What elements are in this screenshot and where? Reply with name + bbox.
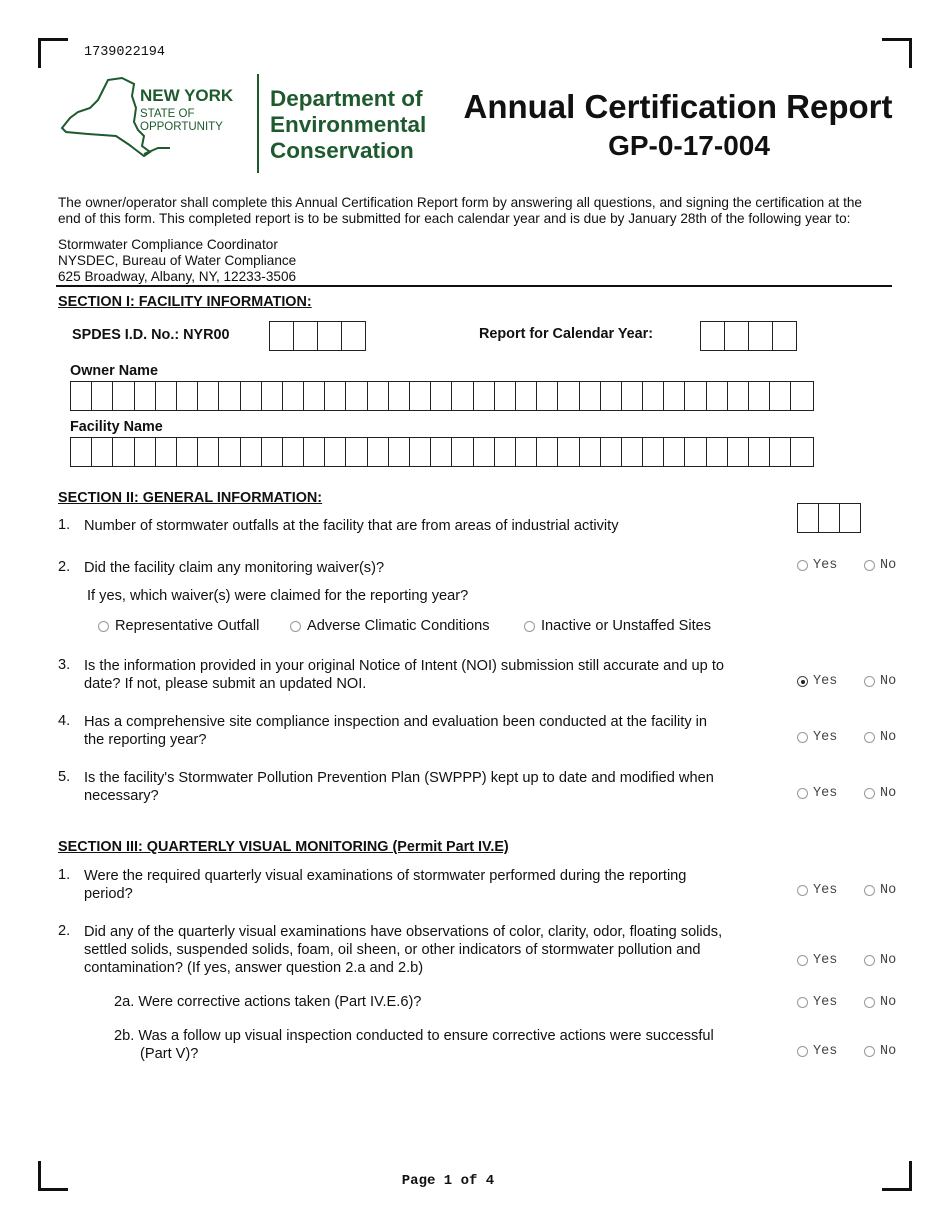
intro-line1: The owner/operator shall complete this Annual Certification Report form by answering all questions, and signing the certification at the [58, 195, 862, 210]
char-box[interactable] [728, 382, 749, 410]
ny-logo-line3: OPPORTUNITY [140, 121, 223, 133]
s3-q2-no-option[interactable]: No [864, 953, 896, 968]
char-box[interactable] [664, 382, 685, 410]
intro-text [58, 195, 898, 227]
no-radio-icon [864, 676, 875, 687]
char-box[interactable] [304, 438, 325, 466]
s3-q2a-no-option[interactable]: No [864, 995, 896, 1010]
s2-q5-no-option[interactable]: No [864, 786, 896, 801]
char-box[interactable] [389, 382, 410, 410]
s3-q2-text: Did any of the quarterly visual examinations have observations of color, clarity, odor, floating solids, settled solids, suspended solids, foam, oil sheen, or other indicators of stormwater pollution and contamination? (If yes, answer question 2.a and 2.b) [84, 924, 723, 976]
dec-line1: Department of [270, 86, 423, 111]
no-radio-icon [864, 788, 875, 799]
s2-q2-subquestion: If yes, which waiver(s) were claimed for the reporting year? [87, 588, 469, 604]
char-box[interactable] [241, 438, 262, 466]
corner-mark-top-right [882, 38, 912, 68]
char-box[interactable] [728, 438, 749, 466]
char-box[interactable] [685, 382, 706, 410]
s3-q2a-text: 2a. Were corrective actions taken (Part IV.E.6)? [114, 994, 422, 1010]
char-box[interactable] [283, 438, 304, 466]
no-radio-icon [864, 997, 875, 1008]
char-box[interactable] [516, 438, 537, 466]
char-box[interactable] [643, 382, 664, 410]
char-box[interactable] [410, 382, 431, 410]
yes-radio-icon [797, 997, 808, 1008]
char-box[interactable] [474, 438, 495, 466]
char-box[interactable] [431, 438, 452, 466]
char-box[interactable] [219, 438, 240, 466]
report-subtitle: GP-0-17-004 [608, 130, 770, 161]
char-box[interactable] [622, 382, 643, 410]
char-box[interactable] [685, 438, 706, 466]
s2-q1-number: 1. [58, 517, 71, 533]
char-box[interactable] [791, 438, 812, 466]
s3-q2-number: 2. [58, 923, 71, 939]
yes-radio-icon [797, 788, 808, 799]
section1-title: SECTION I: FACILITY INFORMATION: [58, 294, 312, 310]
ny-logo-line2: STATE OF [140, 108, 195, 120]
outfall-count-field[interactable] [797, 503, 861, 533]
char-box[interactable] [198, 438, 219, 466]
intro-line2: end of this form. This completed report is to be submitted for each calendar year and is due by January 28th of the following year to: [58, 211, 851, 226]
s3-q2b-yes-option[interactable]: Yes [797, 1044, 837, 1059]
facility-name-label: Facility Name [70, 419, 163, 435]
char-box[interactable] [71, 382, 92, 410]
no-radio-icon [864, 955, 875, 966]
char-box[interactable] [71, 438, 92, 466]
char-box[interactable] [92, 382, 113, 410]
dec-line2: Environmental [270, 112, 427, 137]
yes-radio-icon [797, 885, 808, 896]
char-box[interactable] [664, 438, 685, 466]
no-radio-icon [864, 1046, 875, 1057]
char-box[interactable] [325, 382, 346, 410]
char-box[interactable] [643, 438, 664, 466]
section2-title: SECTION II: GENERAL INFORMATION: [58, 490, 323, 506]
spdes-label: SPDES I.D. No.: NYR00 [72, 327, 230, 343]
s3-q1-number: 1. [58, 867, 71, 883]
dec-logo-text [270, 86, 426, 164]
header-rule [56, 285, 892, 287]
s3-q1-text: Were the required quarterly visual examinations of stormwater performed during the reporting period? [84, 868, 687, 902]
char-box[interactable] [198, 382, 219, 410]
owner-name-label: Owner Name [70, 363, 158, 379]
address-line2: NYSDEC, Bureau of Water Compliance [58, 253, 297, 268]
s2-q4-yes-option[interactable]: Yes [797, 730, 837, 745]
char-box[interactable] [474, 382, 495, 410]
yes-radio-icon [797, 955, 808, 966]
char-box[interactable] [516, 382, 537, 410]
char-box[interactable] [325, 438, 346, 466]
char-box[interactable] [537, 382, 558, 410]
char-box[interactable] [707, 438, 728, 466]
radio-icon [98, 621, 109, 632]
no-radio-icon [864, 732, 875, 743]
radio-icon [524, 621, 535, 632]
s2-q4-text: Has a comprehensive site compliance inspection and evaluation been conducted at the facility in the reporting year? [84, 714, 708, 748]
s2-q2-yes-option[interactable]: Yes [797, 558, 837, 573]
logo-divider [257, 74, 259, 173]
char-box[interactable] [262, 438, 283, 466]
char-box[interactable] [558, 438, 579, 466]
char-box[interactable] [558, 382, 579, 410]
ny-logo-line1: NEW YORK [140, 86, 234, 105]
char-box[interactable] [135, 382, 156, 410]
mailing-address [58, 237, 296, 285]
s2-q5-text: Is the facility's Stormwater Pollution Prevention Plan (SWPPP) kept up to date and modified when necessary? [84, 770, 714, 804]
s2-q1-text: Number of stormwater outfalls at the facility that are from areas of industrial activity [84, 518, 619, 534]
char-box[interactable] [580, 438, 601, 466]
char-box[interactable] [92, 438, 113, 466]
radio-icon [290, 621, 301, 632]
char-box[interactable] [241, 382, 262, 410]
s2-q2-no-option[interactable]: No [864, 558, 896, 573]
s3-q1-yes-option[interactable]: Yes [797, 883, 837, 898]
s2-q4-no-option[interactable]: No [864, 730, 896, 745]
s2-q5-yes-option[interactable]: Yes [797, 786, 837, 801]
char-box[interactable] [622, 438, 643, 466]
s3-q2b-no-option[interactable]: No [864, 1044, 896, 1059]
calendar-year-field[interactable] [700, 321, 797, 351]
char-box[interactable] [113, 438, 134, 466]
spdes-id-field[interactable] [269, 321, 366, 351]
char-box[interactable] [304, 382, 325, 410]
yes-radio-checked-icon [797, 676, 808, 687]
char-box[interactable] [156, 382, 177, 410]
s2-q4-number: 4. [58, 713, 71, 729]
char-box[interactable] [749, 382, 770, 410]
waiver-representative-outfall[interactable]: Representative Outfall [98, 618, 259, 634]
char-box[interactable] [389, 438, 410, 466]
s3-q2a-yes-option[interactable]: Yes [797, 995, 837, 1010]
char-box[interactable] [283, 382, 304, 410]
char-box[interactable] [368, 438, 389, 466]
char-box[interactable] [791, 382, 812, 410]
waiver-inactive-unstaffed[interactable]: Inactive or Unstaffed Sites [524, 618, 711, 634]
s2-q3-no-option[interactable]: No [864, 674, 896, 689]
owner-name-field[interactable] [70, 381, 814, 411]
no-radio-icon [864, 885, 875, 896]
char-box[interactable] [156, 438, 177, 466]
char-box[interactable] [580, 382, 601, 410]
char-box[interactable] [452, 438, 473, 466]
char-box[interactable] [495, 438, 516, 466]
calendar-year-label: Report for Calendar Year: [479, 326, 654, 342]
no-radio-icon [864, 560, 875, 571]
s2-q3-yes-option[interactable]: Yes [797, 674, 837, 689]
char-box[interactable] [177, 438, 198, 466]
nys-logo [58, 74, 248, 166]
char-box[interactable] [135, 438, 156, 466]
char-box[interactable] [452, 382, 473, 410]
s2-q2-text: Did the facility claim any monitoring waiver(s)? [84, 560, 385, 576]
yes-radio-icon [797, 732, 808, 743]
facility-name-field[interactable] [70, 437, 814, 467]
s3-q1-no-option[interactable]: No [864, 883, 896, 898]
char-box[interactable] [262, 382, 283, 410]
corner-mark-top-left [38, 38, 68, 68]
char-box[interactable] [749, 438, 770, 466]
address-line3: 625 Broadway, Albany, NY, 12233-3506 [58, 269, 297, 284]
char-box[interactable] [346, 382, 367, 410]
char-box[interactable] [495, 382, 516, 410]
s2-q3-number: 3. [58, 657, 71, 673]
address-line1: Stormwater Compliance Coordinator [58, 237, 278, 252]
yes-radio-icon [797, 560, 808, 571]
waiver-adverse-climatic[interactable]: Adverse Climatic Conditions [290, 618, 490, 634]
yes-radio-icon [797, 1046, 808, 1057]
char-box[interactable] [770, 382, 791, 410]
char-box[interactable] [770, 438, 791, 466]
s2-q5-number: 5. [58, 769, 71, 785]
char-box[interactable] [113, 382, 134, 410]
char-box[interactable] [410, 438, 431, 466]
char-box[interactable] [601, 382, 622, 410]
s3-q2b-text: 2b. Was a follow up visual inspection conducted to ensure corrective actions were successful (Part V)? [114, 1028, 714, 1062]
char-box[interactable] [368, 382, 389, 410]
s2-q2-number: 2. [58, 559, 71, 575]
section3-title: SECTION III: QUARTERLY VISUAL MONITORING (Permit Part IV.E) [58, 839, 509, 855]
s3-q2-yes-option[interactable]: Yes [797, 953, 837, 968]
char-box[interactable] [219, 382, 240, 410]
char-box[interactable] [601, 438, 622, 466]
char-box[interactable] [707, 382, 728, 410]
char-box[interactable] [177, 382, 198, 410]
char-box[interactable] [431, 382, 452, 410]
report-title: Annual Certification Report [463, 88, 893, 125]
char-box[interactable] [537, 438, 558, 466]
dec-line3: Conservation [270, 138, 414, 163]
page-number: Page 1 of 4 [401, 1173, 495, 1189]
document-id: 1739022194 [84, 45, 166, 60]
s2-q3-text: Is the information provided in your original Notice of Intent (NOI) submission still accurate and up to date? If not, please submit an updated NOI. [84, 658, 725, 692]
char-box[interactable] [346, 438, 367, 466]
